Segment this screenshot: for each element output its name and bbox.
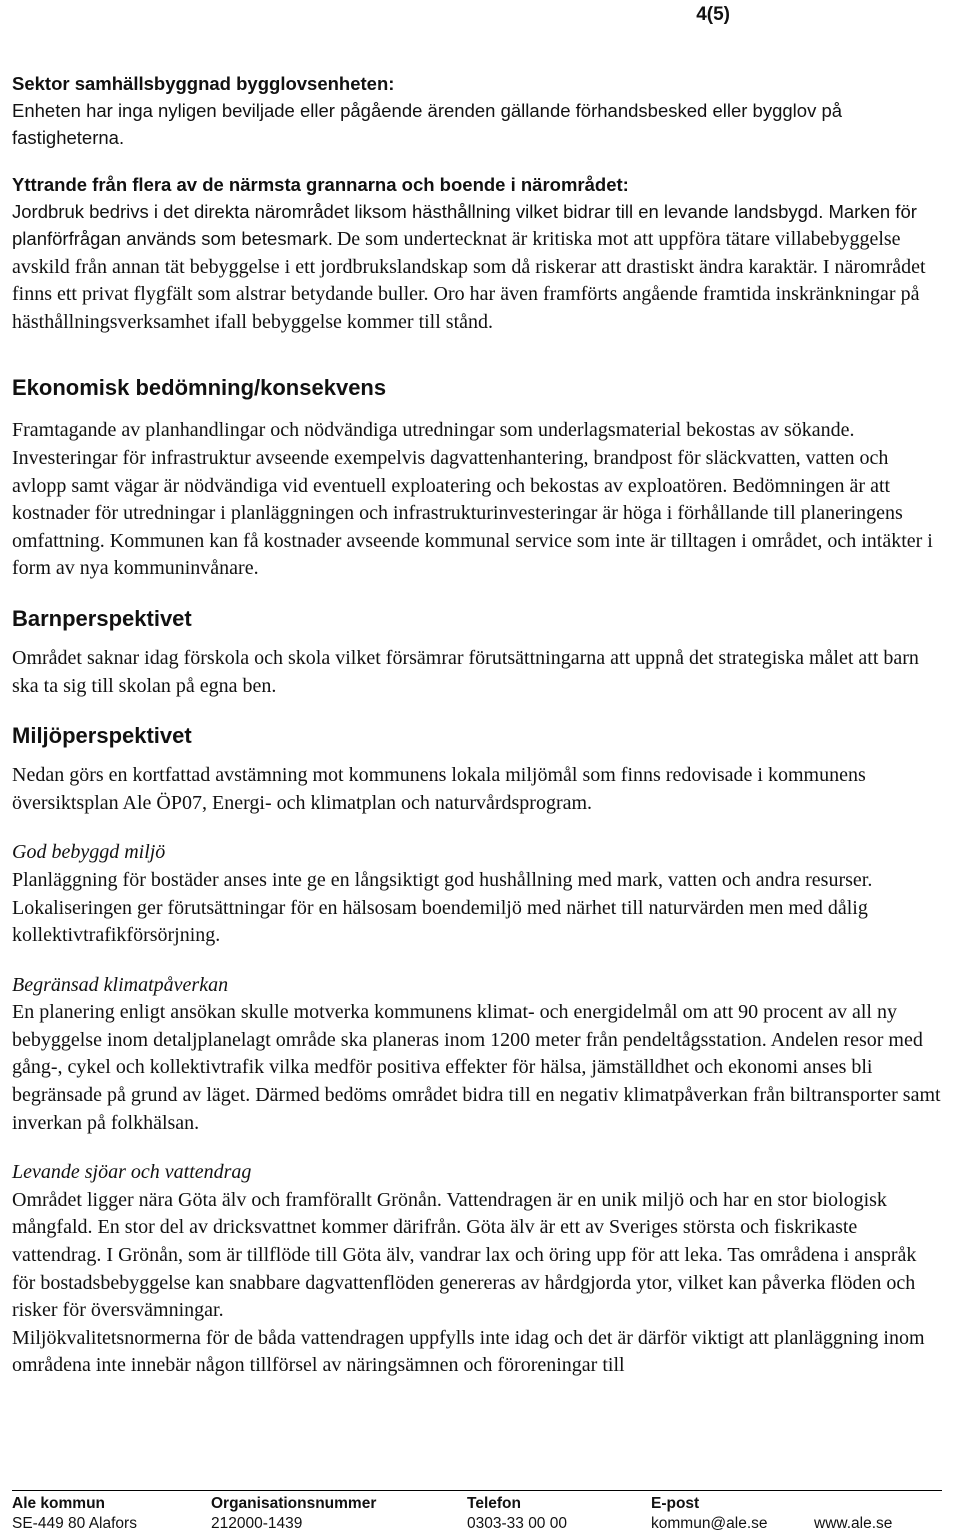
sjoar-text: Området ligger nära Göta älv och framförallt Grönån. Vattendragen är en unik miljö och har en stor biologisk mångfald. En stor del av dricksvattnet kommer därifrån. Göta älv är ett av Sveriges största och fiskrikaste vattendrag. I Grönån, som är tillflöde till Göta älv, vandrar lax och öring upp för att leka. Tas områdena i anspråk för bostadsbebyggelse kan snabbare dagvattenflöden genereras av hårdgjorda ytor, vilket kan påverka flöden och risker för översvämningar. bbox=[12, 1188, 917, 1322]
sektor-heading: Sektor samhällsbyggnad bygglovsenheten: bbox=[12, 73, 395, 94]
footer-values bbox=[12, 1514, 942, 1534]
footer-email: kommun@ale.se bbox=[651, 1515, 768, 1532]
god-heading: God bebyggd miljö bbox=[12, 841, 166, 864]
yttrande-text-serif: De som undertecknat är kritiska mot att uppföra tätare villabebyggelse avskild från annan tät bebyggelse i ett jordbrukslandskap som då riskerar att drastiskt ändra karaktär. I närområdet finns ett privat flygfält som alstrar betydande buller. Oro har även framförts angående framtida inskränkningar på hästhållningsverksamhet ifall bebyggelse kommer till stånd. bbox=[12, 228, 926, 333]
god-text: Planläggning för bostäder anses inte ge en långsiktigt god hushållning med mark, vatten och andra resurser. Lokaliseringen ger förutsättningar för en hälsosam boendemiljö med närhet till naturvärden men med dålig kollektivtrafikförsörjning. bbox=[12, 868, 873, 947]
barn-heading: Barnperspektivet bbox=[12, 605, 192, 631]
page-number: 4(5) bbox=[696, 4, 730, 25]
klimat-text: En planering enligt ansökan skulle motverka kommunens klimat- och energidelmål om att 90 procent av all ny bebyggelse inom detaljplanelagt område ska planeras inom 1200 meter från pendeltågsstation. Andelen resor med gång-, cykel och kollektivtrafik vilka medför positiva effekter för hälsa, jämställdhet och ekonomi anses bli begränsade på grund av läget. Därmed bedöms området bidra till en negativ klimatpåverkan från biltransporter samt inverkan på folkhälsan. bbox=[12, 1001, 941, 1134]
yttrande-text-sans: Jordbruk bedrivs i det direkta närområdet liksom hästhållning vilket bidrar till en levande landsbygd. Marken för planförfrågan används som betesmark. bbox=[12, 201, 917, 249]
footer-labels bbox=[12, 1494, 942, 1514]
ekonomisk-heading: Ekonomisk bedömning/konsekvens bbox=[12, 375, 387, 401]
sjoar-text-2: Miljökvalitetsnormerna för de båda vattendragen uppfylls inte idag och det är därför viktigt att planläggning inom områdena inte innebär någon tillförsel av näringsämnen och föroreningar till bbox=[12, 1326, 925, 1377]
yttrande-paragraph bbox=[12, 198, 942, 336]
footer-label-org: Ale kommun bbox=[12, 1495, 106, 1512]
footer-address: SE-449 80 Alafors bbox=[12, 1515, 137, 1532]
klimat-heading: Begränsad klimatpåverkan bbox=[12, 973, 229, 996]
footer bbox=[12, 1490, 942, 1534]
document-body bbox=[12, 70, 942, 1380]
footer-label-orgnr: Organisationsnummer bbox=[211, 1495, 377, 1512]
footer-label-email: E-post bbox=[651, 1495, 700, 1512]
footer-phone: 0303-33 00 00 bbox=[467, 1515, 567, 1532]
yttrande-heading: Yttrande från flera av de närmsta grannarna och boende i närområdet: bbox=[12, 174, 629, 195]
footer-label-phone: Telefon bbox=[467, 1495, 521, 1512]
miljo-heading: Miljöperspektivet bbox=[12, 723, 192, 749]
ekonomisk-text: Framtagande av planhandlingar och nödvändiga utredningar som underlagsmaterial bekostas av sökande. Investeringar för infrastruktur avseende exempelvis dagvattenhantering, brandpost för släckvatten, vatten och avlopp samt vägar är nödvändiga vid eventuell exploatering och bekostas av exploatören. Bedömningen är att kostnader för utredningar i planläggningen och infrastrukturinvesteringar är höga i förhållande till planeringens omfattning. Kommunen kan få kostnader avseende kommunal service som inte är tilltagen i området, och intäkter i form av nya kommuninvånare. bbox=[12, 419, 933, 580]
footer-website: www.ale.se bbox=[814, 1515, 893, 1532]
footer-orgnr: 212000-1439 bbox=[211, 1515, 303, 1532]
sjoar-heading: Levande sjöar och vattendrag bbox=[12, 1161, 252, 1184]
sektor-text: Enheten har inga nyligen beviljade eller pågående ärenden gällande förhandsbesked eller bygglov på fastigheterna. bbox=[12, 100, 843, 148]
miljo-text: Nedan görs en kortfattad avstämning mot kommunens lokala miljömål som finns redovisade i kommunens översiktsplan Ale ÖP07, Energi- och klimatplan och naturvårdsprogram. bbox=[12, 764, 866, 814]
barn-text: Området saknar idag förskola och skola vilket försämrar förutsättningarna att uppnå det strategiska målet att barn ska ta sig till skolan på egna ben. bbox=[12, 646, 919, 697]
